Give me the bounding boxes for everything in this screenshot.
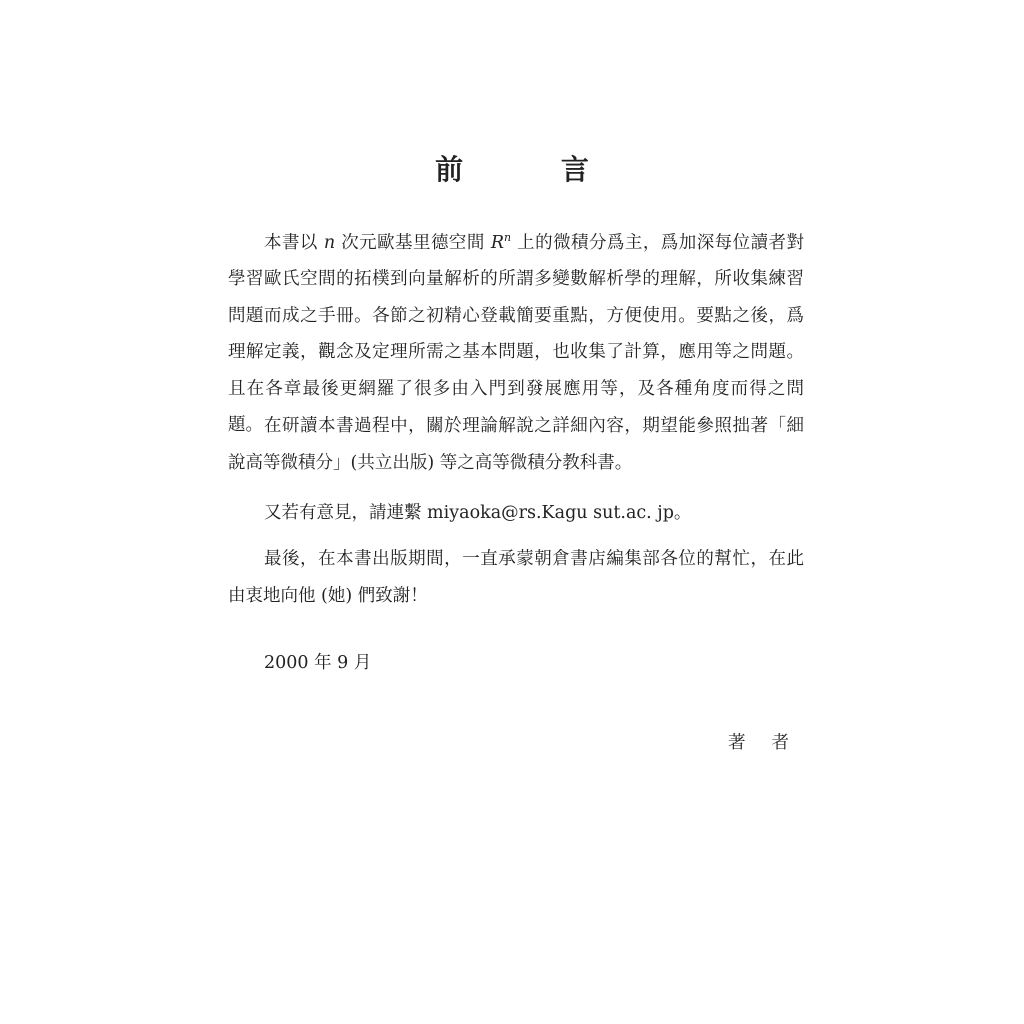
paragraph-reference-text: 在研讀本書過程中，關於理論解說之詳細內容，期望能參照拙著「細說高等微積分」(共立出版) 等之高等微積分教科書。: [228, 416, 804, 473]
paragraph-thanks-text: 最後，在本書出版期間，一直承蒙朝倉書店編集部各位的幫忙，在此由衷地向他 (她) 們致謝！: [228, 549, 804, 606]
math-superscript-n: n: [504, 231, 512, 244]
paragraph-reference: [228, 408, 804, 481]
paragraph-intro-part-c: 上的微積分爲主，爲加深每位讀者對學習歐氏空間的拓樸到向量解析的所謂多變數解析學的理解，所收集練習問題而成之手冊。各節之初精心登載簡要重點，方便使用。要點之後，爲理解定義，觀念及定理所需之基本問題，也收集了計算，應用等之問題。且在各章最後更網羅了很多由入門到發展應用等，及各種角度而得之問題。: [228, 232, 804, 436]
paragraph-contact: [228, 495, 804, 532]
page-title: 前 言: [435, 153, 633, 186]
preface-author: 著者: [728, 733, 815, 753]
paragraph-thanks: [228, 541, 804, 614]
paragraph-intro-part-a: 本書以: [264, 232, 324, 253]
paragraph-intro-part-b: 次元歐基里德空間: [335, 232, 491, 253]
paragraph-contact-text: 又若有意見，請連繫 miyaoka@rs.Kagu sut.ac. jp。: [264, 503, 692, 523]
math-variable-r: R: [490, 232, 505, 253]
math-variable-n: n: [323, 232, 336, 253]
preface-date: 2000 年 9 月: [264, 653, 372, 673]
